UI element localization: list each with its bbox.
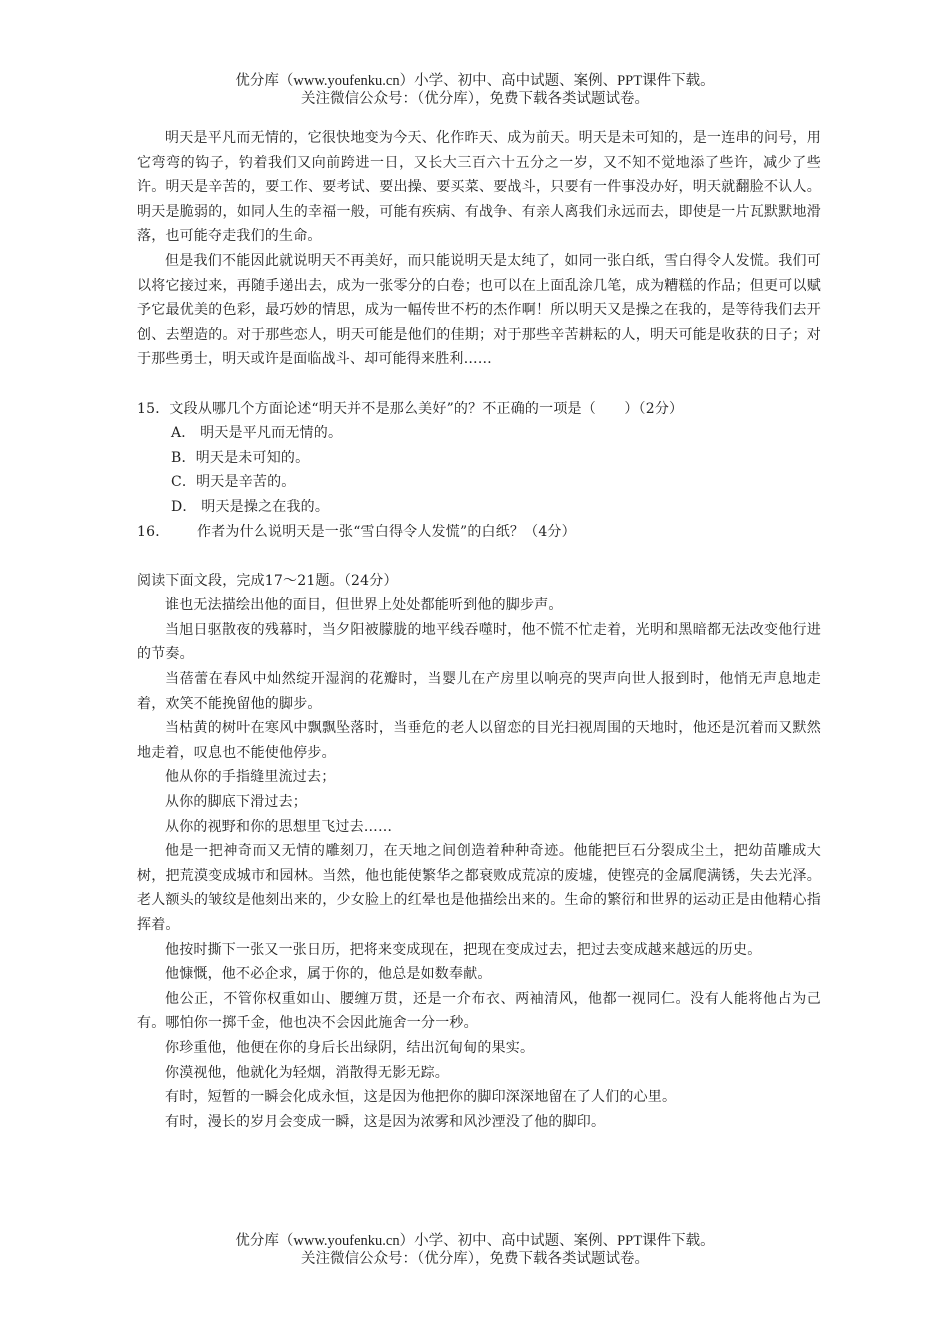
question-16-text: 作者为什么说明天是一张“雪白得令人发慌”的白纸？（4分） [197, 523, 576, 540]
question-15-option-b: B．明天是未可知的。 [171, 449, 310, 466]
passage2-paragraph: 他公正，不管你权重如山、腰缠万贯，还是一介布衣、两袖清风，他都一视同仁。没有人能将他占为己有。哪怕你一掷千金，他也决不会因此施舍一分一秒。 [137, 990, 821, 1032]
footer-line-2: 关注微信公众号：（优分库），免费下载各类试题试卷。 [301, 1251, 649, 1267]
section-2-intro: 阅读下面文段，完成17～21题。（24分） [137, 572, 398, 589]
passage2-paragraph: 他从你的手指缝里流过去； [165, 769, 336, 786]
page-header [0, 72, 950, 108]
page-footer [0, 1232, 950, 1268]
passage2-paragraph: 你漠视他，他就化为轻烟，消散得无影无踪。 [165, 1064, 449, 1081]
header-line-2: 关注微信公众号：（优分库），免费下载各类试题试卷。 [301, 91, 649, 107]
passage2-paragraph: 你珍重他，他便在你的身后长出绿阴，结出沉甸甸的果实。 [165, 1039, 535, 1056]
passage2-paragraph: 谁也无法描绘出他的面目，但世界上处处都能听到他的脚步声。 [165, 597, 563, 614]
passage1-paragraph-1: 明天是平凡而无情的，它很快地变为今天、化作昨天、成为前天。明天是未可知的，是一连串的问号，用它弯弯的钩子，钓着我们又向前跨进一日，又长大三百六十五分之一岁，又不知不觉地添了些许，减少了些许。明天是辛苦的，要工作、要考试、要出操、要买菜、要战斗，只要有一件事没办好，明天就翻脸不认人。明天是脆弱的，如同人生的幸福一般，可能有疾病、有战争、有亲人离我们永远而去，即使是一片瓦默默地滑落，也可能夺走我们的生命。 [137, 130, 821, 245]
passage2-paragraph: 当蓓蕾在春风中灿然绽开湿润的花瓣时，当婴儿在产房里以响亮的哭声向世人报到时，他悄无声息地走着，欢笑不能挽留他的脚步。 [137, 671, 821, 712]
passage2-paragraph: 从你的视野和你的思想里飞过去…… [165, 818, 393, 835]
header-line-1: 优分库（www.youfenku.cn）小学、初中、高中试题、案例、PPT课件下载。 [235, 73, 715, 89]
passage2-paragraph: 他慷慨，他不必企求，属于你的，他总是如数奉献。 [165, 966, 492, 983]
passage2-paragraph: 当旭日驱散夜的残幕时，当夕阳被朦胧的地平线吞噬时，他不慌不忙走着，光明和黑暗都无法改变他行进的节奏。 [137, 621, 821, 663]
passage2-paragraph: 他按时撕下一张又一张日历，把将来变成现在，把现在变成过去，把过去变成越来越远的历史。 [165, 941, 762, 958]
question-15-option-d: D． 明天是操之在我的。 [171, 498, 330, 515]
footer-line-1: 优分库（www.youfenku.cn）小学、初中、高中试题、案例、PPT课件下载。 [235, 1233, 715, 1249]
passage1-paragraph-2: 但是我们不能因此就说明天不再美好，而只能说明天是太纯了，如同一张白纸，雪白得令人发慌。我们可以将它接过来，再随手递出去，成为一张零分的白卷；也可以在上面乱涂几笔，成为糟糕的作品；但更可以赋予它最优美的色彩，最巧妙的情思，成为一幅传世不朽的杰作啊！所以明天又是操之在我的，是等待我们去开创、去塑造的。对于那些恋人，明天可能是他们的佳期；对于那些辛苦耕耘的人，明天可能是收获的日子；对于那些勇士，明天或许是面临战斗、却可能得来胜利…… [137, 252, 821, 368]
passage2-paragraph: 有时，短暂的一瞬会化成永恒，这是因为他把你的脚印深深地留在了人们的心里。 [165, 1089, 677, 1106]
question-16-number: 16． [137, 523, 170, 540]
question-15-option-a: A． 明天是平凡而无情的。 [171, 425, 343, 442]
passage2-paragraph: 当枯黄的树叶在寒风中飘飘坠落时，当垂危的老人以留恋的目光扫视周围的天地时，他还是沉着而又默然地走着，叹息也不能使他停步。 [137, 720, 821, 761]
question-16 [137, 520, 821, 545]
passage2-paragraph: 从你的脚底下滑过去； [165, 794, 307, 811]
question-15-option-c: C．明天是辛苦的。 [171, 474, 296, 491]
passage2-paragraph: 有时，漫长的岁月会变成一瞬，这是因为浓雾和风沙湮没了他的脚印。 [165, 1113, 606, 1130]
passage2-paragraph: 他是一把神奇而又无情的雕刻刀，在天地之间创造着种种奇迹。他能把巨石分裂成尘土，把幼苗雕成大树，把荒漠变成城市和园林。当然，他也能使繁华之都衰败成荒凉的废墟，使铿亮的金属爬满锈，失去光泽。老人额头的皱纹是他刻出来的，少女脸上的红晕也是他描绘出来的。生命的繁衍和世界的运动正是由他精心指挥着。 [137, 843, 821, 933]
question-15-stem: 15．文段从哪几个方面论述“明天并不是那么美好”的？不正确的一项是（ ）（2分） [137, 400, 684, 417]
document-body [137, 126, 821, 1134]
